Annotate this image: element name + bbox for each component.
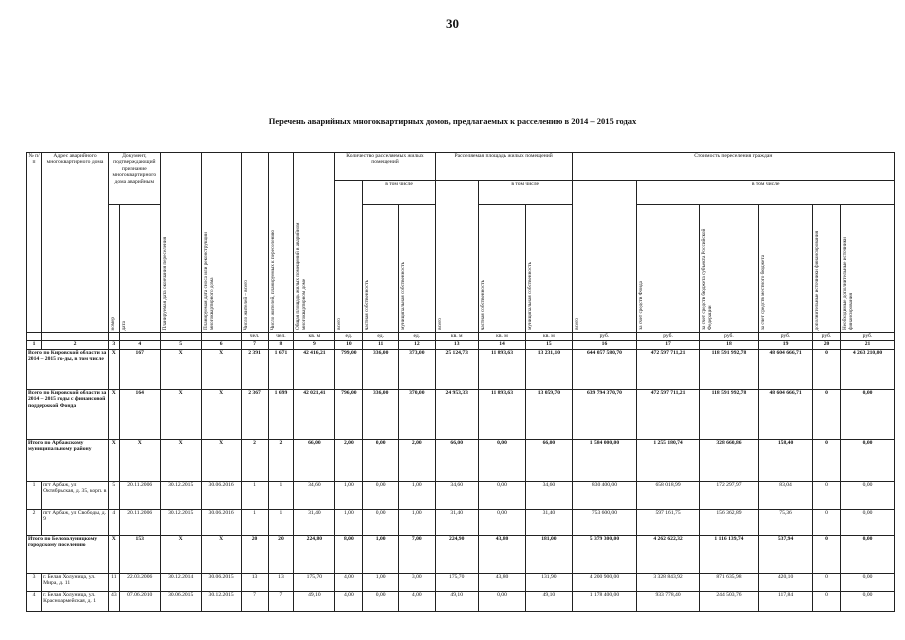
table-row-fund-total: Всего по Кировской области за 2014 – 2015 годы с финансовой поддержкой Фонда X 164 X X 2 367 1 699 42 021,41 796,00 336,00 370,00 24 953,33 11 893,63 13 059,70 639 794 370,70 472 597 711,21 118 591 992,78 48 604 666,71 0 0,00 [27,389,895,439]
header-document: Документ, подтверждающий признание многоквартирного дома аварийным [108,153,160,205]
column-number-row: 1 2 3 4 5 6 7 8 9 10 11 12 13 14 15 16 17 18 19 20 21 [27,340,895,349]
table-row-arbazh-total: Итого по Арбажскому муниципальному району X X X X 2 2 66,00 2,00 0,00 2,00 66,00 0,00 66,00 1 584 000,00 1 255 180,74 328 660,86 158,40 0 0,00 [27,439,895,481]
units-row: чел. чел. кв. м ед. ед. ед. кв. м кв. м кв. м руб. руб. руб. руб. руб. руб. [27,333,895,340]
header-cost-fund: за счет средств Фонда [637,205,700,333]
header-cost-total: всего [572,181,637,333]
table-row: 2 пгт Арбаж, ул Свободы, д. 9 4 20.11.2006 30.12.2015 30.06.2016 1 1 31,40 1,00 0,00 1,00 31,40 0,00 31,40 753 600,00 597 161,75 156 362,89 75,36 0 0,00 [27,509,895,535]
table-row-belokholunitsky-total: Итого по Белохолуницкому городскому поселению X 153 X X 20 20 224,80 8,00 1,00 7,00 224,90 43,80 181,00 5 379 300,00 4 262 622,32 1 116 139,74 537,94 0 0,00 [27,535,895,573]
header-count-group: Количество расселяемых жилых помещений [335,153,435,181]
header-area-private: частная собственность [478,205,525,333]
header-cost-local: за счет средств местного бюджета [759,205,813,333]
table-row-total: Всего по Кировской области за 2014 – 2015 го-ды, в том числе X 167 X X 2 391 1 671 42 416,21 799,00 336,00 373,00 25 124,73 11 893,63 13 231,10 644 057 580,70 472 597 711,21 118 591 992,78 48 604 666,71 0 4 263 210,00 [27,349,895,389]
header-count-municipal: муниципальная собственность [398,205,435,333]
header-count-incl: в том числе [363,181,435,205]
relocation-table [26,152,895,612]
header-cost-incl: в том числе [637,181,895,205]
header-residents-planned: Число жителей, планируемых к переселению [268,153,294,333]
header-area-municipal: муниципальная собственность [526,205,572,333]
header-doc-date: дата [119,205,160,333]
header-cost-extra: дополнительные источники финансирования [813,205,841,333]
header-num: № п/п [27,153,42,333]
document-title: Перечень аварийных многоквартирных домов, предлагаемых к расселению в 2014 – 2015 годах [268,116,637,126]
header-planned-demolition: Планируемая дата сноса или реконструкции многоквартирного дома [201,153,241,333]
header-cost-region: за счет средств бюджета субъекта Российской Федерации [699,205,758,333]
table-row: 4 г. Белая Холуница, ул. Красноармейская, д. 1 43 07.06.2010 30.06.2015 30.12.2015 7 7 49,10 4,00 0,00 4,00 49,10 0,00 49,10 1 178 400,00 933 778,40 244 503,76 117,84 0 0,00 [27,591,895,611]
header-area-incl: в том числе [478,181,572,205]
header-area-group: Расселяемая площадь жилых помещений [435,153,572,181]
header-cost-group: Стоимость переселения граждан [572,153,894,181]
header-count-private: частная собственность [363,205,399,333]
header-residents: Число жителей – всего [241,153,268,333]
header-area-total: всего [435,181,478,333]
page-number: 30 [446,16,459,31]
table-row: 1 пгт Арбаж, ул Октябрьская, д. 35, корп. в 5 20.11.2006 30.12.2015 30.06.2016 1 1 34,60 1,00 0,00 1,00 34,60 0,00 34,60 830 400,00 658 018,99 172 297,97 83,04 0 0,00 [27,481,895,509]
table-row: 3 г. Белая Холуница, ул. Мира, д. 11 11 22.03.2006 30.12.2014 30.06.2015 13 13 175,70 4,00 1,00 3,00 175,70 43,80 131,90 4 200 900,00 3 328 843,92 871 635,98 420,10 0 0,00 [27,573,895,591]
header-cost-extra-needed: Необходимые дополнительные источники финансирования [841,205,895,333]
header-count-total: всего [335,181,363,333]
header-area: Общая площадь жилых помещений в аварийном многоквартирном доме [294,153,335,333]
header-planned-relocation: Планируемая дата окончания переселения [160,153,201,333]
header-address: Адрес аварийного многоквартирного дома [42,153,109,333]
header-doc-number: номер [108,205,119,333]
